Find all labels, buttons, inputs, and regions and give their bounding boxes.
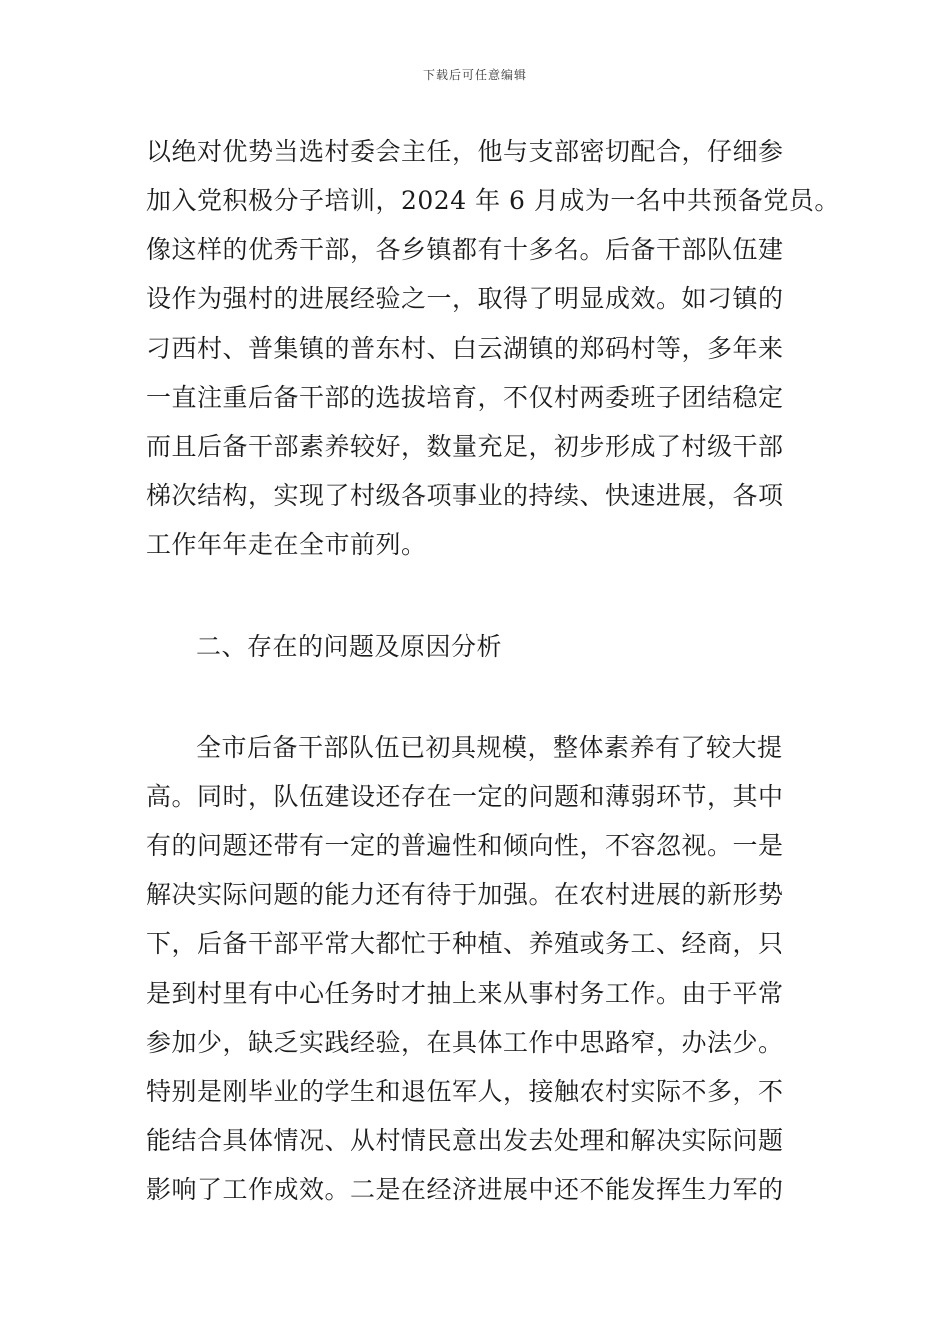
- paragraph-line: 加入党积极分子培训，2024 年 6 月成为一名中共预备党员。: [146, 186, 840, 215]
- paragraph-line: 刁西村、普集镇的普东村、白云湖镇的郑码村等，多年来: [146, 334, 784, 363]
- paragraph-line: 有的问题还带有一定的普遍性和倾向性，不容忽视。一是: [146, 831, 784, 860]
- paragraph-line: 是到村里有中心任务时才抽上来从事村务工作。由于平常: [146, 979, 784, 1008]
- paragraph-line: 以绝对优势当选村委会主任，他与支部密切配合，仔细参: [146, 137, 784, 166]
- paragraph-line: 特别是刚毕业的学生和退伍军人，接触农村实际不多，不: [146, 1077, 784, 1106]
- paragraph-line: 工作年年走在全市前列。: [146, 530, 427, 559]
- paragraph-line: 下，后备干部平常大都忙于种植、养殖或务工、经商，只: [146, 929, 784, 958]
- paragraph-line: 解决实际问题的能力还有待于加强。在农村进展的新形势: [146, 880, 784, 909]
- paragraph-line: 参加少，缺乏实践经验，在具体工作中思路窄，办法少。: [146, 1028, 784, 1057]
- paragraph-line: 像这样的优秀干部，各乡镇都有十多名。后备干部队伍建: [146, 235, 784, 264]
- section-heading: 二、存在的问题及原因分析: [196, 632, 503, 661]
- paragraph-line: 设作为强村的进展经验之一，取得了明显成效。如刁镇的: [146, 284, 784, 313]
- paragraph-line: 能结合具体情况、从村情民意出发去处理和解决实际问题: [146, 1126, 784, 1155]
- paragraph-line: 全市后备干部队伍已初具规模，整体素养有了较大提: [196, 733, 783, 762]
- paragraph-line: 高。同时，队伍建设还存在一定的问题和薄弱环节，其中: [146, 782, 784, 811]
- page-header: 下载后可任意编辑: [422, 68, 527, 82]
- paragraph-line: 梯次结构，实现了村级各项事业的持续、快速进展，各项: [146, 481, 784, 510]
- paragraph-line: 影响了工作成效。二是在经济进展中还不能发挥生力军的: [146, 1175, 784, 1204]
- paragraph-line: 而且后备干部素养较好，数量充足，初步形成了村级干部: [146, 432, 784, 461]
- paragraph-line: 一直注重后备干部的选拔培育，不仅村两委班子团结稳定: [146, 383, 784, 412]
